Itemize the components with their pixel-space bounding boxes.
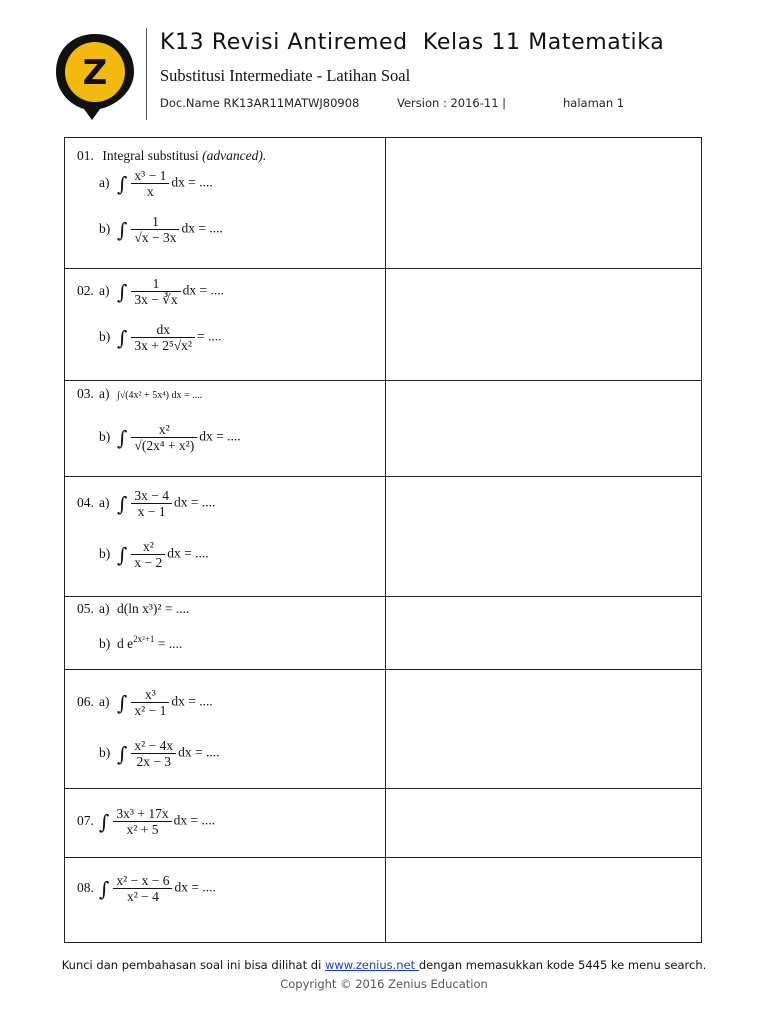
row-divider	[64, 476, 702, 477]
question-01b: b) ∫ $\frac{1}{√x - 3x}$ dx = ....	[99, 214, 223, 245]
question-01-intro: 01. Integral substitusi (advanced).	[77, 148, 267, 163]
zenius-link[interactable]: www.zenius.net	[324, 958, 419, 972]
question-04b: b) ∫ $\frac{\text{x²}}{x - 2}$ dx = ....	[99, 539, 209, 570]
row-divider	[64, 596, 702, 597]
question-05a: 05. a) d(ln x³)² = ....	[77, 601, 190, 616]
row-divider	[64, 268, 702, 269]
question-02b: b) ∫ $\frac{dx}{\text{3x + 2⁵√x²}}$ = ....	[99, 322, 222, 353]
row-divider	[64, 669, 702, 670]
row-divider	[64, 857, 702, 858]
question-04a: 04. a) ∫ $\frac{3x - 4}{x - 1}$ dx = ....	[77, 488, 216, 519]
row-divider	[64, 788, 702, 789]
question-06b: b) ∫ $\frac{\text{x² − 4x}}{2x - 3}$ dx = ....	[99, 738, 220, 769]
doc-version: Version : 2016-11 |	[397, 96, 507, 110]
logo-letter: Z	[82, 53, 108, 93]
question-06a: 06. a) ∫ $\frac{\text{x³}}{\text{x² − 1}}$ dx = ....	[77, 687, 213, 718]
question-01a: a) ∫ $\frac{\text{x³ − 1}}{x}$ dx = ....	[99, 168, 213, 199]
page-title: K13 Revisi Antiremed Kelas 11 Matematika	[160, 30, 665, 55]
page-number: halaman 1	[563, 96, 625, 110]
answer-column-divider	[385, 137, 386, 943]
question-08: 08. ∫ $\frac{\text{x² − x − 6}}{\text{x² − 4}}$ dx = ....	[77, 873, 216, 904]
header-divider	[146, 28, 147, 120]
zenius-logo	[52, 30, 138, 122]
question-03a: 03. a) ∫√(4x² + 5x⁴) dx = ....	[77, 386, 203, 401]
copyright: Copyright © 2016 Zenius Education	[280, 977, 488, 991]
footer-note: Kunci dan pembahasan soal ini bisa dilihat di www.zenius.net dengan memasukkan kode 5445 ke menu search.	[61, 958, 707, 972]
question-03b: b) ∫ $\frac{\text{x²}}{\text{√(2x⁴ + x²)}}$ dx = ....	[99, 422, 241, 453]
page-subtitle: Substitusi Intermediate - Latihan Soal	[160, 66, 411, 85]
doc-name: Doc.Name RK13AR11MATWJ80908	[160, 96, 360, 110]
row-divider	[64, 380, 702, 381]
question-05b: b) d $e^{2x^2+1}$ = ....	[99, 634, 183, 651]
question-07: 07. ∫ $\frac{\text{3x³ + 17x}}{\text{x² + 5}}$ dx = ....	[77, 806, 215, 837]
question-02a: 02. a) ∫ $\frac{1}{3x - ∛x}$ dx = ....	[77, 276, 225, 307]
